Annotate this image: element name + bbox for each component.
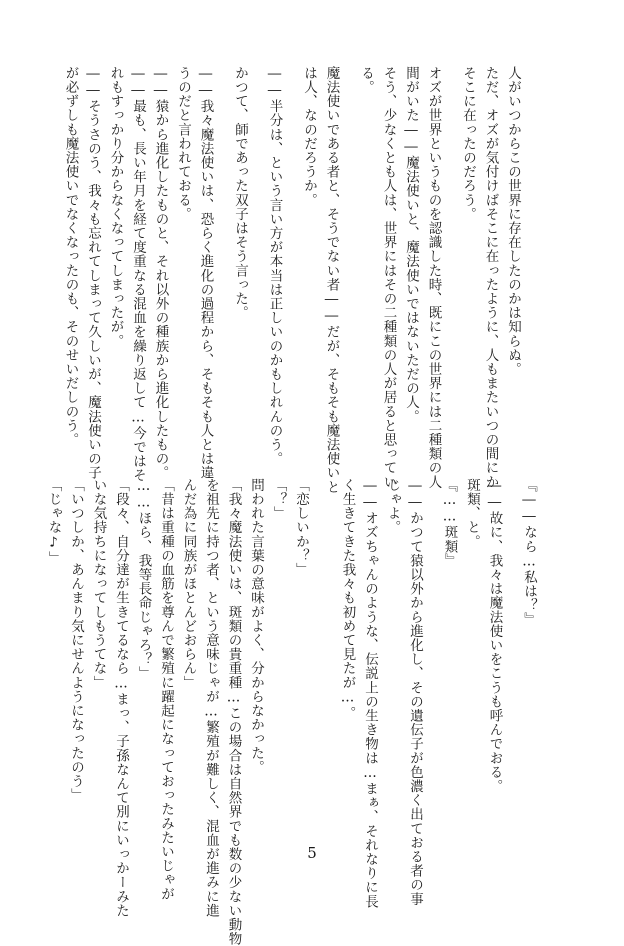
text-line: ――猿から進化したものと、それ以外の種族から進化したもの。 xyxy=(152,66,169,480)
text-line: 『……斑類』 xyxy=(441,478,458,568)
paragraph-gap xyxy=(324,478,336,778)
text-line: れもすっかり分からなくなってしまったが。 xyxy=(107,66,124,348)
text-line: は人、なのだろうか。 xyxy=(301,66,317,207)
page-number: 5 xyxy=(307,844,317,862)
text-line: ――我々魔法使いは、恐らく進化の過程から、そもそも人とは違 xyxy=(197,66,214,480)
text-line: 問われた言葉の意味がよく、分からなかった。 xyxy=(248,478,264,775)
text-line: ――最も、長い年月を経て度重なる混血を繰り返して…今ではそ xyxy=(130,66,146,483)
text-line: く生きてきた我々も初めて見たが…。 xyxy=(339,478,356,721)
paragraph-gap xyxy=(312,478,324,778)
paragraph-gap xyxy=(251,66,263,446)
text-line: ――オズちゃんのような、伝説上の生き物は…まぁ、それなりに長 xyxy=(362,478,378,909)
text-line: ただ、オズが気付けばそこに在ったように、人もまたいつの間にか xyxy=(482,66,499,489)
text-line: 間がいた――魔法使いと、魔法使いではないただの人。 xyxy=(403,66,419,424)
text-line: 「段々、自分達が生きてるなら…まっ、子孫なんて別にいっかーみた xyxy=(113,478,129,918)
text-line: じゃよ。 xyxy=(384,478,401,535)
text-line: 「昔は重種の血筋を尊んで繁殖に躍起になっておったみたいじゃが xyxy=(158,478,174,901)
paragraph-gap xyxy=(506,478,518,778)
text-line: そこに在ったのだろう。 xyxy=(460,66,476,222)
text-line: かつて、師であった双子はそう言った。 xyxy=(232,66,248,320)
paragraph-gap xyxy=(286,66,298,446)
text-line: が必ずしも魔法使いでなくなったのも、そのせいだしのう。 xyxy=(62,66,79,447)
text-line: んだ為に同族がほとんどおらん」 xyxy=(180,478,197,690)
paragraph-gap xyxy=(426,478,438,778)
text-line: そう、少なくとも人は、世界にはその二種類の人が居ると思ってい xyxy=(380,66,397,489)
text-line: 「？」 xyxy=(270,478,287,521)
paragraph-gap xyxy=(445,66,457,446)
text-line: 魔法使いである者と、そうでない者――だが、そもそも魔法使いと xyxy=(323,66,340,494)
text-line: 「恋しいか？」 xyxy=(293,478,309,577)
text-line: うのだと言われておる。 xyxy=(175,66,191,222)
text-line: を祖先に持つ者、という意味じゃが…繁殖が難しく、混血が進みに進 xyxy=(203,478,219,918)
text-line: 「いつしか、あんまり気にせんようになったのう」 xyxy=(68,478,84,803)
text-line: 人がいつからこの世界に存在したのかは知らぬ。 xyxy=(505,66,521,377)
text-line: ――半分は、という言い方が本当は正しいのかもしれんのう。 xyxy=(266,66,283,466)
text-line: ……ほら、我等長命じゃろ？」 xyxy=(135,478,152,681)
text-line: ――故に、我々は魔法使いをこうも呼んでおる。 xyxy=(486,478,503,794)
text-line: ――かつて猿以外から進化し、その遺伝子が色濃く出ておる者の事 xyxy=(407,478,423,906)
text-line: 「じゃな♪」 xyxy=(45,478,62,566)
text-line: 斑類、と。 xyxy=(464,478,480,549)
text-line: いな気持ちになってしもうてな」 xyxy=(90,478,107,690)
paragraph-gap xyxy=(343,66,355,446)
text-line: ――そうさのう、我々も忘れてしまって久しいが、魔法使いの子 xyxy=(85,66,101,480)
text-line: 「我々魔法使いは、斑類の貴重種…この場合は自然界でも数の少ない動物 xyxy=(225,478,242,946)
text-line: オズが世界というものを認識した時、既にこの世界には二種類の人 xyxy=(425,66,442,489)
text-line: る。 xyxy=(358,66,374,95)
paragraph-gap xyxy=(217,66,229,446)
text-block-upper xyxy=(59,66,524,494)
text-block-lower xyxy=(42,478,540,946)
text-line: 『――なら…私は？』 xyxy=(521,478,537,627)
